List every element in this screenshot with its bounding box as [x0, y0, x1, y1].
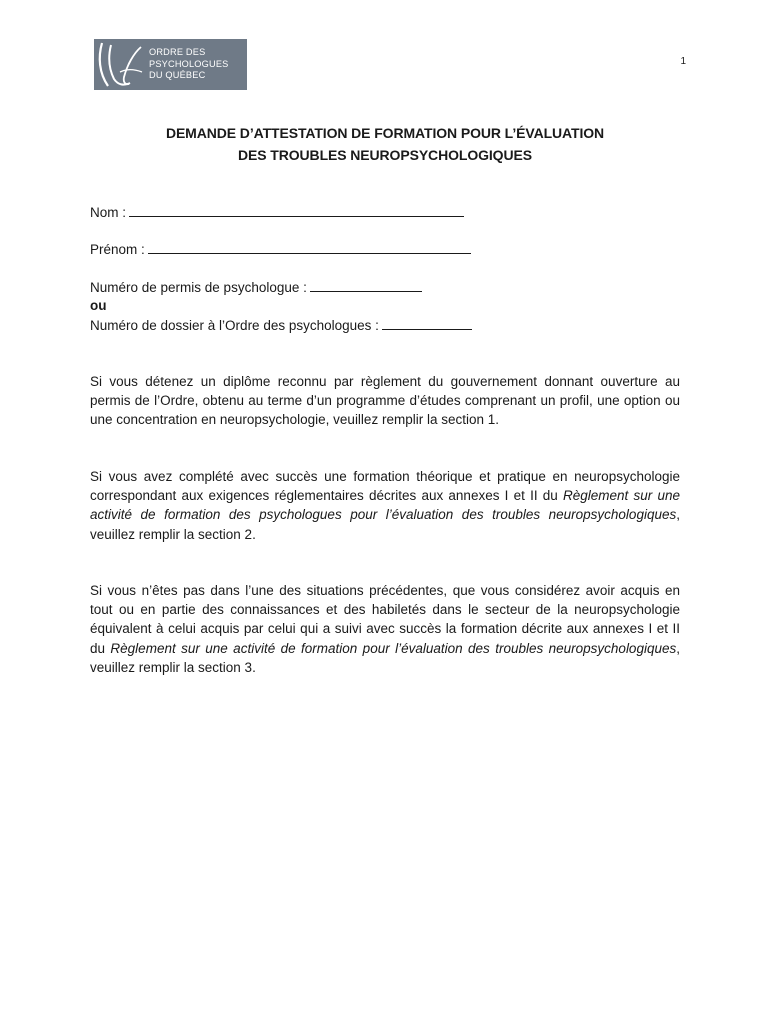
permis-field[interactable] — [310, 277, 422, 292]
nom-label: Nom : — [90, 205, 127, 220]
title-line-1: DEMANDE D’ATTESTATION DE FORMATION POUR L’ÉVALUATION — [165, 125, 605, 141]
nom-field[interactable] — [129, 202, 464, 217]
dossier-label: Numéro de dossier à l’Ordre des psychologues : — [90, 318, 379, 333]
permis-row — [90, 277, 422, 297]
paragraph-section-3 — [90, 581, 680, 677]
page-number: 1 — [680, 56, 686, 67]
logo-line-3: DU QUÉBEC — [149, 70, 206, 81]
document-title — [60, 122, 710, 166]
paragraph-3-text-start: Si vous n’êtes pas dans l’une des situations précédentes, que vous considérez avoir acquis en tout ou en partie des connaissances et des habiletés dans le secteur de la neuropsychologie équivalent à celui acquis par celui qui a suivi avec succès la formation décrite aux annexes I et II du — [90, 583, 680, 656]
nom-row — [90, 202, 464, 222]
logo-line-2: PSYCHOLOGUES — [149, 58, 229, 69]
paragraph-section-1: Si vous détenez un diplôme reconnu par règlement du gouvernement donnant ouverture au permis de l’Ordre, obtenu au terme d’un programme d’études comprenant un profil, une option ou une concentration en neuropsychologie, veuillez remplir la section 1. — [90, 374, 680, 428]
title-line-2: DES TROUBLES NEUROPSYCHOLOGIQUES — [238, 147, 532, 163]
prenom-field[interactable] — [148, 239, 471, 254]
ordre-psychologues-logo — [94, 39, 247, 90]
logo-swoosh-icon — [94, 39, 148, 90]
paragraph-2-regulation-title: Règlement sur une activité de formation des psychologues pour l’évaluation des troubles neuropsychologiques — [90, 488, 680, 523]
prenom-label: Prénom : — [90, 242, 145, 257]
paragraph-2-text-start: Si vous avez complété avec succès une formation théorique et pratique en neuropsychologie correspondant aux exigences réglementaires décrites aux annexes I et II du — [90, 469, 680, 504]
dossier-row — [90, 315, 472, 335]
paragraph-3-text-end: , veuillez remplir la section 3. — [90, 640, 680, 675]
logo-text — [148, 47, 229, 82]
dossier-field[interactable] — [382, 315, 472, 330]
permis-label: Numéro de permis de psychologue : — [90, 280, 307, 295]
prenom-row — [90, 239, 471, 259]
paragraph-section-2 — [90, 467, 680, 544]
paragraph-3-regulation-title: Règlement sur une activité de formation pour l’évaluation des troubles neuropsychologiques — [110, 640, 677, 656]
logo-line-1: ORDRE DES — [149, 47, 206, 58]
ou-label: ou — [90, 298, 107, 313]
paragraph-2-text-end: , veuillez remplir la section 2. — [90, 507, 680, 542]
